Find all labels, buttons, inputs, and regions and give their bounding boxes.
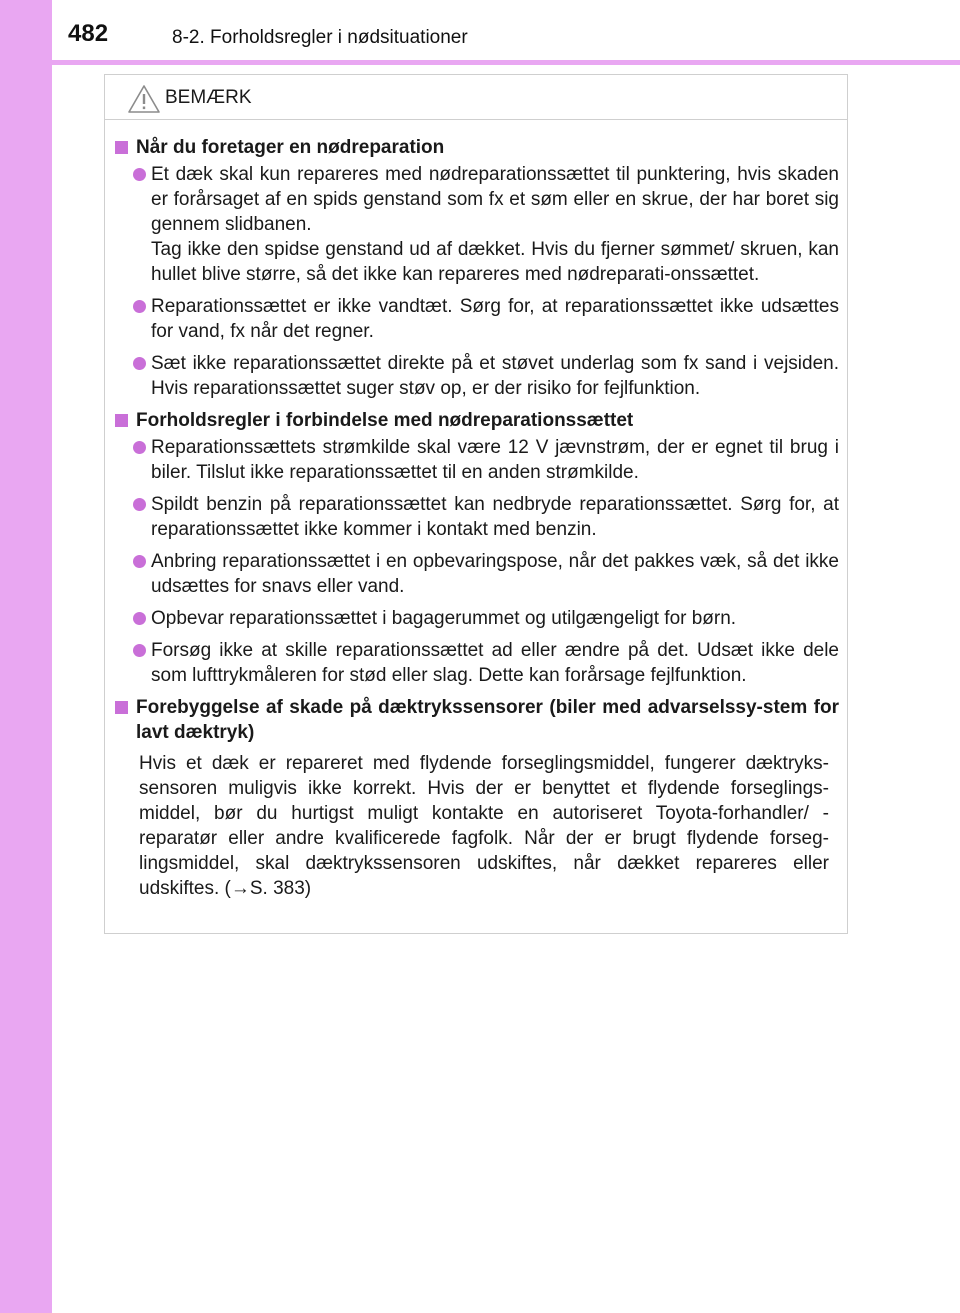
bullet-paragraph: Sæt ikke reparationssættet direkte på et støvet underlag som fx sand i vejsiden. Hvis reparationssættet suger støv op, er der risiko for fejlfunktion. [151,353,839,399]
bullet-item [131,606,839,631]
circle-bullet-icon [133,168,146,181]
bullet-paragraph: Forsøg ikke at skille reparationssættet ad eller ændre på det. Udsæt ikke dele som lufttrykmåleren for stød eller slag. Dette kan forårsage fejlfunktion. [151,640,839,686]
section-title: 8-2. Forholdsregler i nødsituationer [172,27,468,48]
circle-bullet-icon [133,357,146,370]
bullet-item [131,638,839,688]
bullet-paragraph: Spildt benzin på reparationssættet kan nedbryde reparationssættet. Sørg for, at reparationssættet ikke kommer i kontakt med benzin. [151,494,839,540]
warning-triangle-icon [127,84,161,114]
bullet-paragraph: Reparationssættet er ikke vandtæt. Sørg for, at reparationssættet ikke udsættes for vand, fx når det regner. [151,296,839,342]
bullet-paragraph: Anbring reparationssættet i en opbevaringspose, når det pakkes væk, så det ikke udsættes for snavs eller vand. [151,551,839,597]
bullet-item [131,549,839,599]
square-bullet-icon [115,701,128,714]
bullet-item [131,351,839,401]
page-number: 482 [68,20,109,47]
header-divider [52,60,960,65]
notice-header [105,75,847,120]
section-heading-text: Forebyggelse af skade på dæktrykssensorer (biler med advarselssy-stem for lavt dæktryk) [136,697,839,743]
circle-bullet-icon [133,644,146,657]
bullet-paragraph: Et dæk skal kun repareres med nødreparationssættet til punktering, hvis skaden er forårsaget af en spids genstand som fx et søm eller en skrue, der har boret sig gennem slidbanen. [151,164,839,235]
bullet-paragraph: Opbevar reparationssættet i bagagerummet og utilgængeligt for børn. [151,608,737,629]
page-sidebar [0,0,52,1313]
bullet-item [131,294,839,344]
square-bullet-icon [115,141,128,154]
circle-bullet-icon [133,498,146,511]
section-heading [113,408,839,433]
section-heading [113,695,839,745]
circle-bullet-icon [133,612,146,625]
bullet-item [131,492,839,542]
notice-section [113,135,839,401]
section-paragraph: Hvis et dæk er repareret med flydende forseglingsmiddel, fungerer dæktryks-sensoren muligvis ikke korrekt. Hvis der er benyttet et flydende forseglings-middel, bør du hurtigst muligt kontakte en autoriseret Toyota-forhandler/ -reparatør eller andre kvalificerede fagfolk. Når der er brugt flydende forseg-lingsmiddel, skal dæktrykssensoren udskiftes, når dækket repareres eller udskiftes. (→S. 383) [139,753,829,899]
notice-body [105,135,847,905]
circle-bullet-icon [133,300,146,313]
circle-bullet-icon [133,555,146,568]
bullet-item [131,435,839,485]
bullet-paragraph: Tag ikke den spidse genstand ud af dækket. Hvis du fjerner sømmet/ skruen, kan hullet blive større, så det ikke kan repareres med nødreparati-onssættet. [151,239,839,285]
circle-bullet-icon [133,441,146,454]
section-heading-text: Forholdsregler i forbindelse med nødreparationssættet [136,410,634,431]
notice-section [113,695,839,901]
notice-label: BEMÆRK [165,87,252,108]
bullet-paragraph: Reparationssættets strømkilde skal være 12 V jævnstrøm, der er egnet til brug i biler. Tilslut ikke reparationssættet til en anden strømkilde. [151,437,839,483]
square-bullet-icon [115,414,128,427]
bullet-item [131,162,839,287]
section-heading [113,135,839,160]
notice-section [113,408,839,688]
notice-box [104,74,848,934]
section-heading-text: Når du foretager en nødreparation [136,137,445,158]
